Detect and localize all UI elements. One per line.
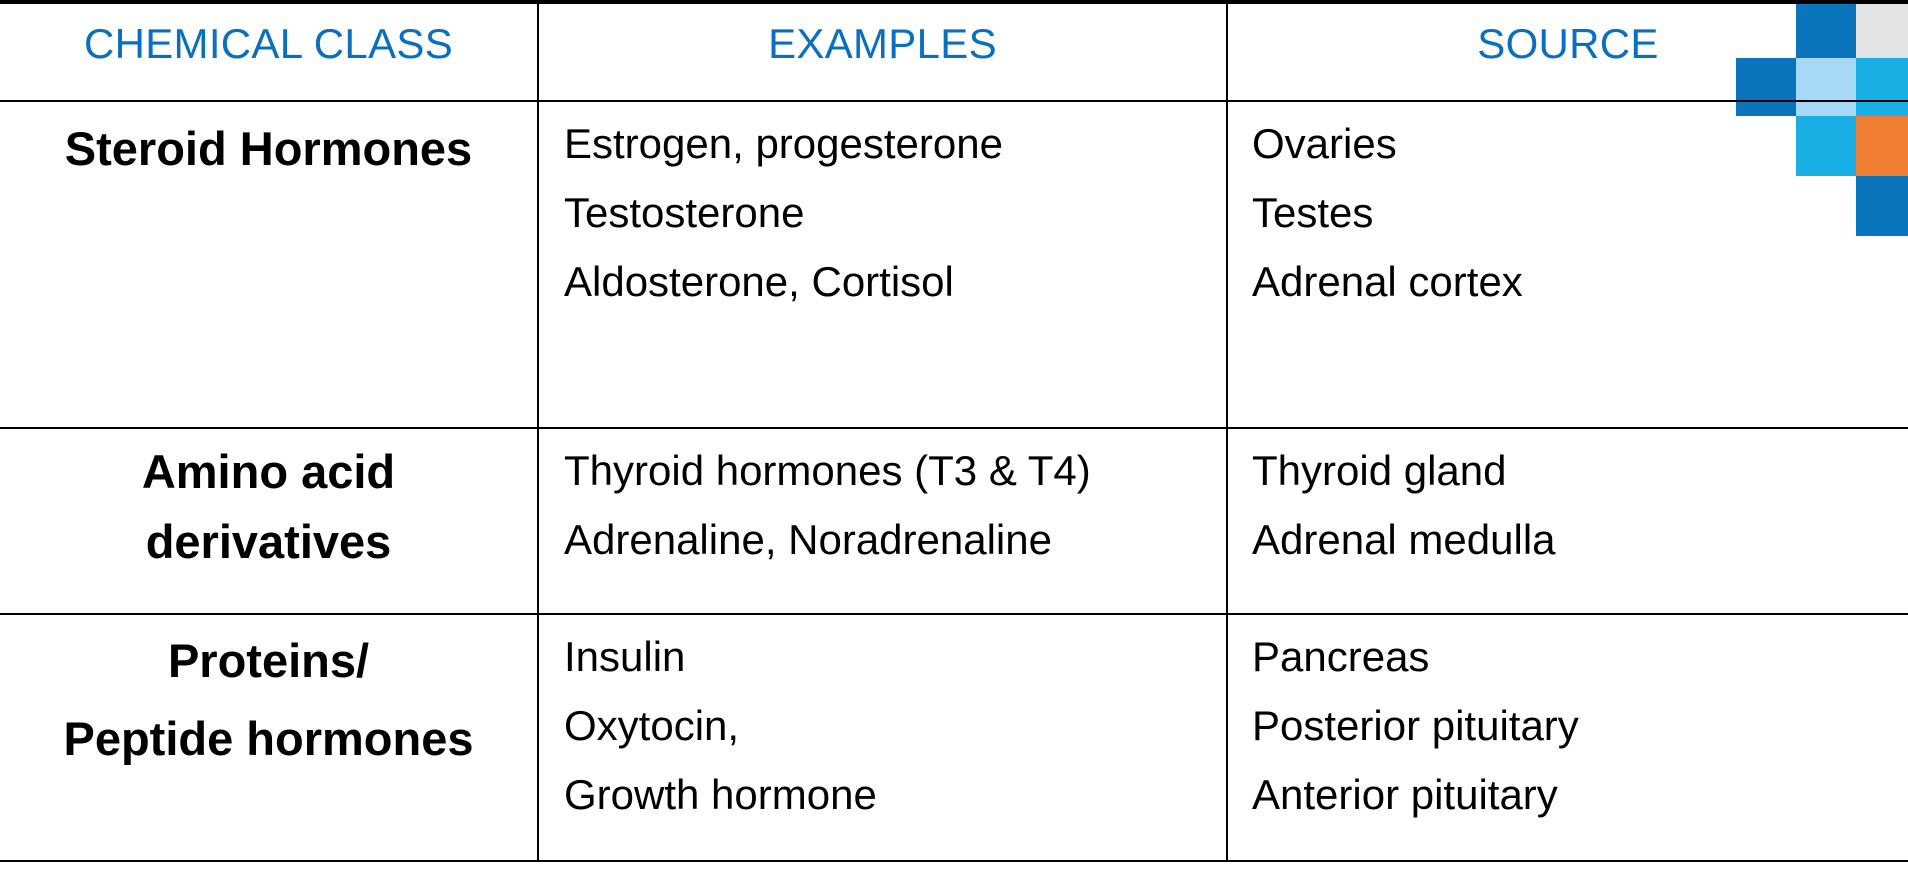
- row-divider: [0, 613, 1908, 615]
- class-label: Proteins/: [167, 634, 370, 687]
- sources-list: [1252, 109, 1523, 316]
- example-item: Adrenaline, Noradrenaline: [564, 516, 1052, 563]
- example-item: Thyroid hormones (T3 & T4): [564, 447, 1091, 494]
- header-chemical-class: CHEMICAL CLASS: [83, 20, 454, 67]
- source-item: Thyroid gland: [1252, 447, 1507, 494]
- sources-list: [1252, 622, 1579, 829]
- example-item: Insulin: [564, 633, 686, 680]
- tile-orange: [1856, 116, 1908, 176]
- class-cell: [0, 437, 537, 577]
- header-divider: [0, 100, 1908, 102]
- examples-list: [564, 622, 877, 829]
- example-item: Aldosterone, Cortisol: [564, 258, 954, 305]
- table-bottom-border: [0, 860, 1908, 862]
- class-label: Amino acid: [141, 445, 396, 498]
- source-item: Ovaries: [1252, 120, 1397, 167]
- examples-list: [564, 436, 1091, 574]
- example-item: Estrogen, progesterone: [564, 120, 1003, 167]
- tile-cyan: [1796, 116, 1856, 176]
- tile-dark-blue: [1856, 176, 1908, 236]
- top-border: [0, 0, 1908, 4]
- header-examples: EXAMPLES: [768, 20, 997, 67]
- example-item: Oxytocin,: [564, 702, 740, 749]
- sources-list: [1252, 436, 1556, 574]
- header-source: SOURCE: [1477, 20, 1659, 67]
- example-item: Growth hormone: [564, 771, 877, 818]
- class-label: Steroid Hormones: [64, 122, 473, 175]
- class-cell: [0, 110, 537, 188]
- source-item: Anterior pituitary: [1252, 771, 1558, 818]
- column-divider: [1226, 0, 1228, 862]
- column-divider: [537, 0, 539, 862]
- source-item: Adrenal medulla: [1252, 516, 1556, 563]
- source-item: Pancreas: [1252, 633, 1430, 680]
- class-label: Peptide hormones: [63, 712, 474, 765]
- examples-list: [564, 109, 1003, 316]
- class-cell: [0, 622, 537, 778]
- example-item: Testosterone: [564, 189, 805, 236]
- source-item: Testes: [1252, 189, 1374, 236]
- row-divider: [0, 427, 1908, 429]
- source-item: Adrenal cortex: [1252, 258, 1523, 305]
- class-label: derivatives: [145, 515, 392, 568]
- source-item: Posterior pituitary: [1252, 702, 1579, 749]
